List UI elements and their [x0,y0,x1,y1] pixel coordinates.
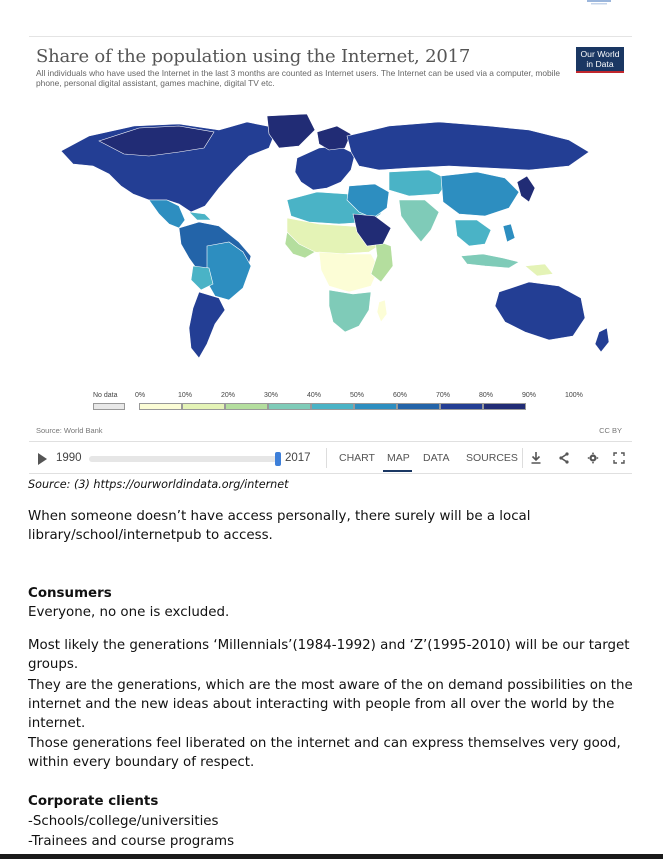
chart-subtitle: All individuals who have used the Internet in the last 3 months are counted as Internet users. The Internet can be used via a computer, mobile phone, personal digital assistant, games machine, digital TV etc. [36,68,561,88]
page-bottom-rule [0,854,663,859]
tab-data[interactable]: DATA [423,452,450,464]
legend-swatch[interactable] [182,403,225,410]
map-region-south-asia [399,200,439,242]
legend-no-data-swatch[interactable] [93,403,125,410]
map-region-philippines [503,224,515,242]
legend-tick-label: 0% [135,392,146,399]
aware-line-2: internet and the new ideas about interacting with people from all over the world by the [28,697,615,712]
chart-bottom-divider [29,473,632,474]
top-logo-mark [585,0,613,6]
figure-source-caption: Source: (3) https://ourworldindata.org/internet [28,478,289,491]
legend-tick-label: 20% [221,392,236,399]
map-region-new-zealand [595,328,609,352]
access-paragraph-line-2: library/school/internetpub to access. [28,528,273,543]
legend-swatch[interactable] [139,403,182,410]
legend-tick-label: 90% [522,392,537,399]
chart-top-divider [29,36,632,37]
consumers-line: Everyone, no one is excluded. [28,605,230,620]
map-region-madagascar [377,300,387,322]
legend-tick-label: 60% [393,392,408,399]
chart-controls [29,442,632,474]
map-region-europe [295,146,355,190]
corporate-line-2: -Trainees and course programs [28,834,235,849]
map-region-papua [525,264,553,276]
map-region-russia [347,122,589,170]
legend-tick-label: 40% [307,392,322,399]
timeline-handle[interactable] [275,452,281,466]
timeline-slider[interactable] [89,456,277,462]
tab-divider [326,448,327,468]
legend-swatch[interactable] [440,403,483,410]
license-label[interactable]: CC BY [599,426,622,435]
map-region-scandinavia [317,126,351,150]
map-region-southeast-asia [455,220,491,246]
world-map[interactable] [29,96,632,396]
owid-chart [29,36,632,474]
tab-sources[interactable]: SOURCES [466,452,518,464]
logo-line-1: Our World [580,49,620,59]
liberated-line-1: Those generations feel liberated on the internet and can express themselves very good, [28,736,621,751]
map-region-caribbean [189,212,211,220]
map-region-greenland [267,114,315,148]
map-region-china [441,172,519,216]
legend-swatch[interactable] [354,403,397,410]
map-region-korea-japan [517,176,535,202]
legend-tick-label: 30% [264,392,279,399]
tab-map[interactable]: MAP [387,452,410,464]
legend-tick-label: 50% [350,392,365,399]
legend-swatch[interactable] [397,403,440,410]
map-legend [93,392,583,412]
fullscreen-icon[interactable] [613,451,625,465]
map-region-central-africa [319,252,379,292]
map-region-southern-cone [189,292,225,358]
owid-logo[interactable] [576,47,624,73]
legend-tick-label: 10% [178,392,193,399]
legend-swatch[interactable] [311,403,354,410]
download-icon[interactable] [530,451,542,465]
aware-line-1: They are the generations, which are the most aware of the on demand possibilities on the [28,678,633,693]
share-icon[interactable] [558,451,570,465]
legend-tick-label: 80% [479,392,494,399]
timeline-end-year: 2017 [285,452,311,464]
timeline-start-year: 1990 [56,452,82,464]
liberated-line-2: within every boundary of respect. [28,755,255,770]
chart-title: Share of the population using the Internet, 2017 [36,46,471,67]
legend-tick-label: 100% [565,392,583,399]
aware-line-3: internet. [28,716,86,731]
target-groups-line-2: groups. [28,657,79,672]
legend-swatch[interactable] [268,403,311,410]
corporate-heading: Corporate clients [28,794,159,809]
chart-source[interactable]: Source: World Bank [36,426,103,435]
tab-chart[interactable]: CHART [339,452,375,464]
legend-no-data-label: No data [93,392,118,399]
logo-line-2: in Data [586,59,614,69]
map-region-southern-africa [329,290,371,332]
play-icon[interactable] [38,453,47,465]
access-paragraph-line-1: When someone doesn’t have access personally, there surely will be a local [28,509,531,524]
consumers-heading: Consumers [28,586,112,601]
settings-icon[interactable] [587,451,599,465]
corporate-line-1: -Schools/college/universities [28,814,219,829]
active-tab-indicator [383,470,412,472]
legend-swatch[interactable] [225,403,268,410]
tab-divider [522,448,523,468]
map-region-indonesia [461,254,519,268]
map-region-australia [495,282,585,340]
target-groups-line-1: Most likely the generations ‘Millennials’(1984-1992) and ‘Z’(1995-2010) will be our target [28,638,630,653]
legend-swatch[interactable] [483,403,526,410]
legend-tick-label: 70% [436,392,451,399]
map-region-central-asia [389,170,449,196]
